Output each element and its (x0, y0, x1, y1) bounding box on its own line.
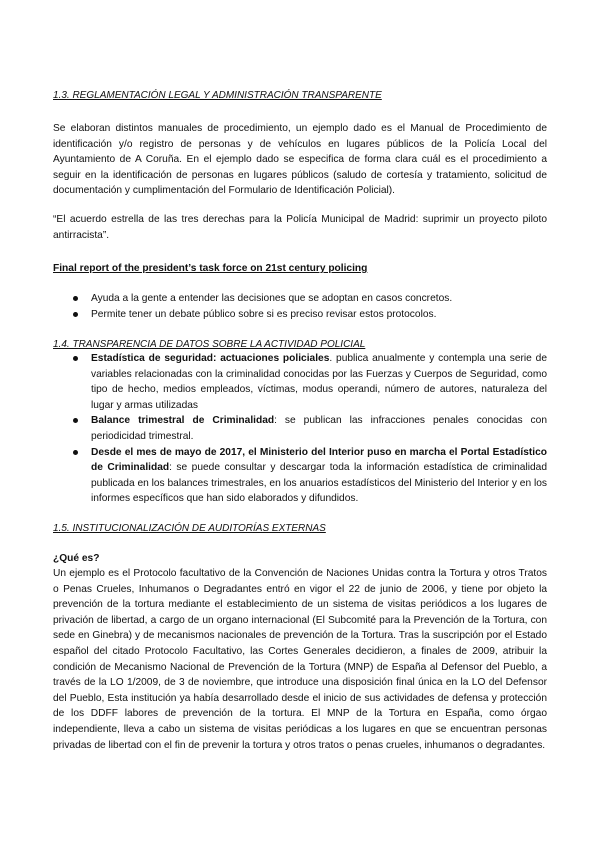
transparency-bullet-list (53, 351, 547, 507)
bullet-icon (73, 450, 78, 455)
question-heading: ¿Qué es? (53, 553, 100, 564)
report-title: Final report of the president’s task force on 21st century policing (53, 263, 368, 274)
paragraph-protocolo: Un ejemplo es el Protocolo facultativo de la Convención de Naciones Unidas contra la Tortura y otros Tratos o Penas Crueles, Inhumanos o Degradantes entró en vigor el 22 de junio de 2006, y tiene por objeto la prevención de la tortura mediante el establecimiento de un sistema de visitas periódicos a los lugares de privación de libertad, a cargo de un organo internacional (El Subcomité para la Prevención de la Tortura, con sede en Ginebra) y de mecanismos nacionales de prevención de la Tortura. Tras la suscripción por el Estado español del citado Protocolo Facultativo, las Cortes Generales decidieron, a finales de 2009, atribuir la condición de Mecanismo Nacional de Prevención de la Tortura (MNP) de España al Defensor del Pueblo, a través de la LO 1/2009, de 3 de noviembre, que introduce una disposición final única en la LO del Defensor del Pueblo, Esta institución ya había desarrollado desde el inicio de sus actividades de defensa y protección de los DDFF labores de prevención de la tortura. El MNP de la Tortura en España, como órgao independiente, lleva a cabo un sistema de visitas periódicas a los lugares en que se encuentran personas privadas de libertad con el fin de prevenir la tortura y otros tratos o penas crueles, inhumanos o degradantes. (53, 568, 547, 751)
list-item: Balance trimestral de Criminalidad: se publican las infracciones penales conocidas con periodicidad trimestral. (53, 413, 547, 444)
list-item: Permite tener un debate público sobre si es preciso revisar estos protocolos. (53, 307, 547, 323)
section-title-reglamentacion: 1.3. REGLAMENTACIÓN LEGAL Y ADMINISTRACIÓN TRANSPARENTE (53, 90, 382, 101)
item-bold-label: Balance trimestral de Criminalidad (91, 415, 275, 427)
section-title-auditorias: 1.5. INSTITUCIONALIZACIÓN DE AUDITORÍAS EXTERNAS (53, 523, 326, 534)
list-item: Estadística de seguridad: actuaciones policiales. publica anualmente y contempla una serie de variables relacionadas con la criminalidad conocidas por las Fuerzas y Cuerpos de Seguridad, como tipo de hecho, medios empleados, víctimas, modus operandi, número de autores, naturaleza del lugar y armas utilizadas (53, 351, 547, 413)
section-title-transparencia: 1.4. TRANSPARENCIA DE DATOS SOBRE LA ACTIVIDAD POLICIAL (53, 339, 366, 350)
item-bold-label: Estadística de seguridad: actuaciones policiales (91, 353, 330, 364)
list-item: Desde el mes de mayo de 2017, el Ministerio del Interior puso en marcha el Portal Estadístico de Criminalidad: se puede consultar y descargar toda la información estadística de criminalidad publicada en los balances trimestrales, en los anuarios estadísticos del Ministerio del Interior y en los informes específicos que han sido elaborados y difundidos. (53, 445, 547, 507)
bullet-icon (73, 312, 78, 317)
quote-policia-madrid: “El acuerdo estrella de las tres derechas para la Policía Municipal de Madrid: suprimir un proyecto piloto antirracista”. (53, 214, 547, 241)
item-bold-label: Desde el mes de mayo de 2017, el Ministerio del Interior puso en marcha el Portal Estadístico de Criminalidad (91, 446, 547, 474)
bullet-icon (73, 356, 78, 361)
paragraph-manuales: Se elaboran distintos manuales de procedimiento, un ejemplo dado es el Manual de Procedimiento de identificación y/o registro de personas y de vehículos en lugares públicos de la Policía Local del Ayuntamiento de A Coruña. En el ejemplo dado se especifica de forma clara cuál es el procedimiento a seguir en la identificación de personas en lugares públicos (saludo de cortesía y tratamiento, solicitud de documentación y cumplimentación del Formulario de Identificación Policial). (53, 123, 547, 197)
report-bullet-list (53, 291, 547, 322)
bullet-icon (73, 296, 78, 301)
list-item: Ayuda a la gente a entender las decisiones que se adoptan en casos concretos. (53, 291, 547, 307)
bullet-icon (73, 418, 78, 423)
